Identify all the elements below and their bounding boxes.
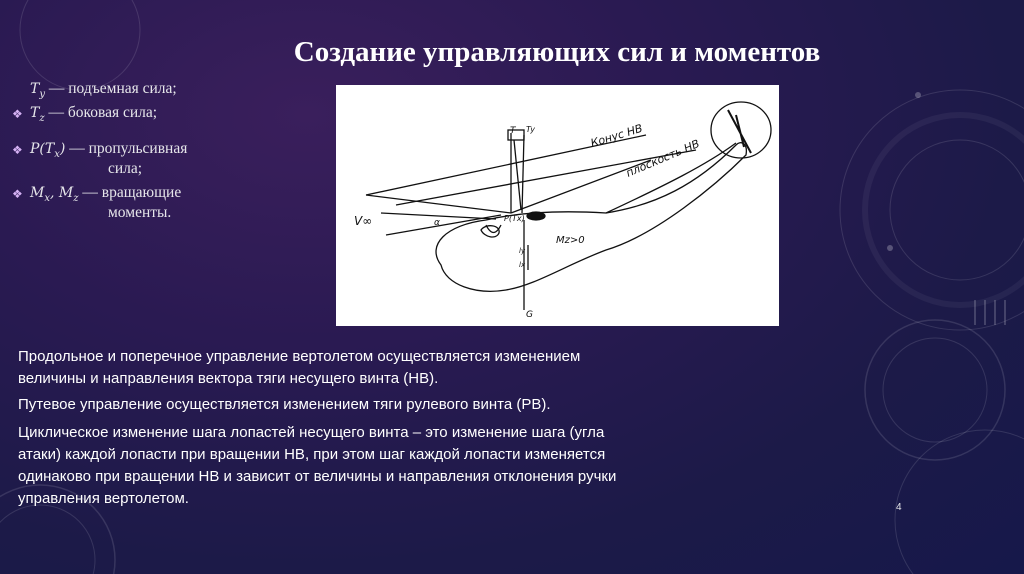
label-p: P(Tx) — [504, 214, 525, 223]
label-ly: ly — [519, 247, 526, 255]
paragraph-line: одинаково при вращении НВ и зависит от величины и направления отклонения ручки — [18, 468, 617, 485]
bullet-item-m — [12, 184, 181, 222]
diamond-bullet-icon: ❖ — [12, 143, 23, 157]
label-g: G — [526, 310, 533, 320]
math-symbol: M — [30, 185, 45, 201]
label-mz: Mz>0 — [556, 235, 585, 246]
bullet-item-ty — [12, 80, 177, 100]
math-subscript: z — [39, 113, 45, 125]
diamond-bullet-icon: ❖ — [12, 107, 23, 121]
label-alpha: α — [434, 218, 440, 228]
paragraph-cyclic — [18, 422, 738, 510]
paragraph-line: Циклическое изменение шага лопастей несущего винта – это изменение шага (угла — [18, 424, 605, 441]
bullet-text: — боковая сила; — [44, 104, 158, 121]
label-ty: Ty — [526, 125, 535, 134]
math-symbol-mid: , M — [49, 185, 74, 201]
paragraph-line: величины и направления вектора тяги несущего винта (НВ). — [18, 370, 439, 387]
label-t: T — [510, 126, 516, 136]
math-subscript: x — [44, 193, 50, 205]
paragraph-yaw — [18, 394, 738, 416]
math-subscript: x — [54, 149, 60, 161]
math-symbol-tail: ) — [59, 141, 66, 157]
diamond-bullet-icon: ❖ — [12, 187, 23, 201]
slide-title: Создание управляющих сил и моментов — [293, 36, 821, 68]
paragraph-control — [18, 346, 738, 390]
label-plane: плоскость НВ — [624, 137, 702, 180]
paragraph-line: управления вертолетом. — [18, 490, 189, 507]
bullet-item-tz — [12, 104, 157, 124]
bullet-item-p — [12, 140, 187, 178]
bullet-text-continued: моменты. — [108, 204, 172, 222]
bullet-text-continued: сила; — [108, 160, 143, 178]
label-v: V∞ — [354, 214, 373, 228]
bullet-text: — подъемная сила; — [45, 80, 177, 97]
bullet-text: — пропульсивная — [65, 140, 188, 157]
math-symbol: P(T — [30, 141, 55, 157]
diagram-svg — [336, 85, 779, 326]
math-subscript: y — [39, 89, 45, 101]
paragraph-line: Продольное и поперечное управление вертолетом осуществляется изменением — [18, 348, 581, 365]
helicopter-force-diagram — [336, 85, 779, 326]
label-lx: lx — [519, 261, 526, 269]
math-symbol: T — [30, 81, 40, 97]
label-cone: Конус НВ — [589, 121, 645, 150]
math-subscript: z — [73, 193, 79, 205]
paragraph-line: Путевое управление осуществляется изменением тяги рулевого винта (РВ). — [18, 396, 551, 413]
page-number: 4 — [896, 502, 902, 513]
math-symbol: T — [30, 105, 40, 121]
bullet-text: — вращающие — [78, 184, 182, 201]
paragraph-line: атаки) каждой лопасти при вращении НВ, при этом шаг каждой лопасти изменяется — [18, 446, 606, 463]
